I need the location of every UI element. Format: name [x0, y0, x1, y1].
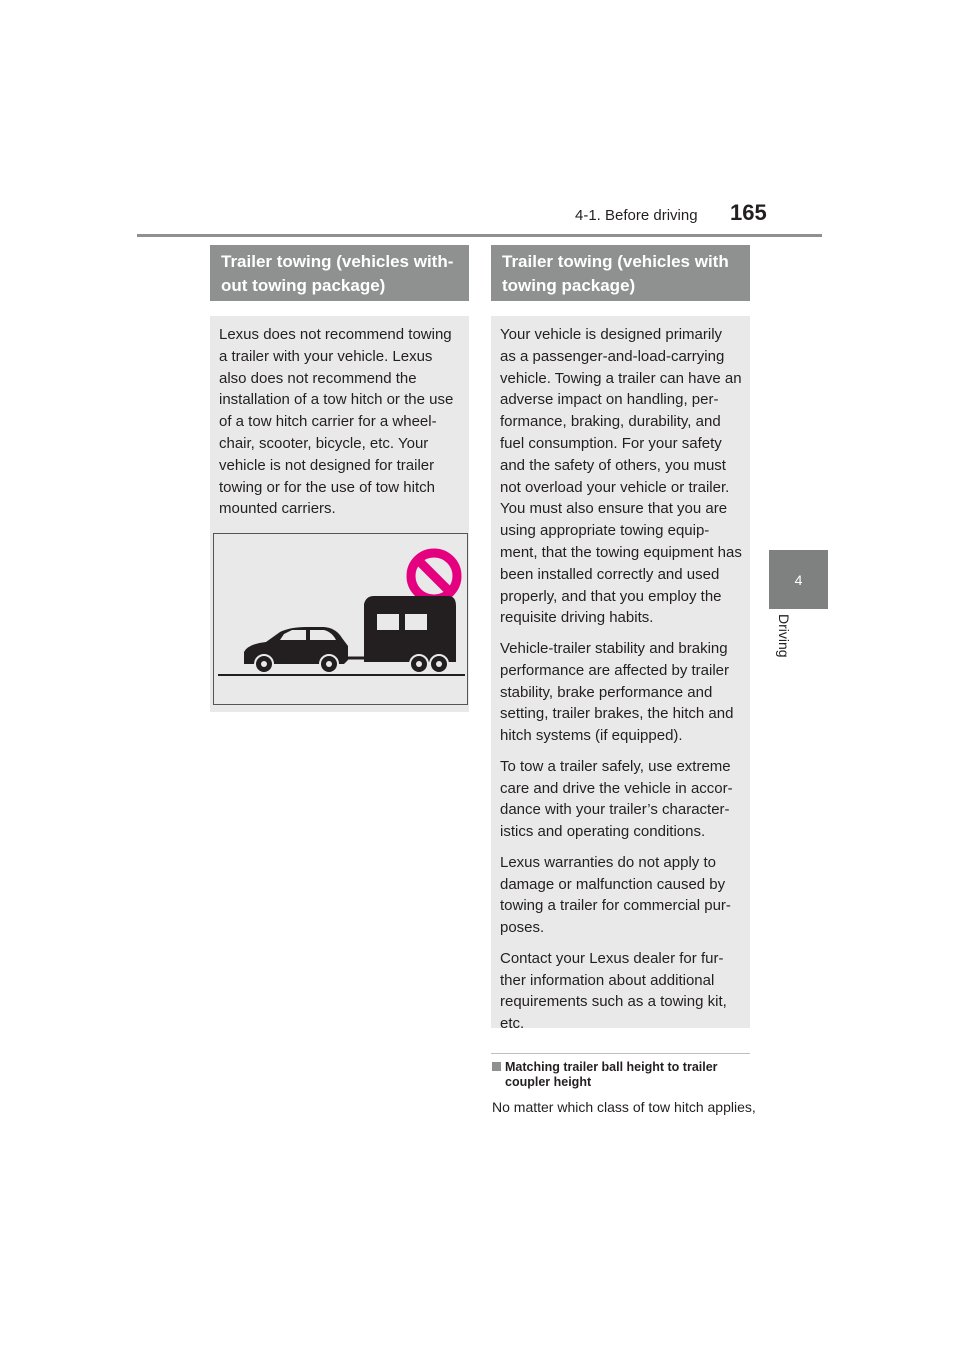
right-paragraph: To tow a trailer safely, use extreme care and drive the vehicle in accor-dance with your trailer’s character-istics and operating conditions.	[500, 757, 733, 841]
right-paragraph: Your vehicle is designed primarily as a passenger-and-load-carrying vehicle. Towing a trailer can have an adverse impact on handling, per-formance, braking, durability, and fuel consumption. For your safety and the safety of others, you must not overload your vehicle or trailer. You must also ensure that you are using appropriate towing equip-ment, that the towing equipment has been installed correctly and used properly, and that you employ the requisite driving habits.	[500, 326, 742, 627]
right-paragraph: Vehicle-trailer stability and braking performance are affected by trailer stability, brake performance and setting, trailer brakes, the hitch and hitch systems (if equipped).	[500, 639, 734, 745]
no-towing-icon	[214, 534, 469, 706]
right-title-line2: towing package)	[502, 276, 636, 295]
left-title-line2: out towing package)	[221, 276, 386, 295]
subsection-heading	[492, 1060, 750, 1090]
chapter-tab-number: 4	[794, 572, 803, 588]
right-section-title	[491, 245, 750, 301]
header-section-title: 4-1. Before driving	[575, 207, 698, 224]
right-paragraph: Contact your Lexus dealer for fur-ther information about additional requirements such as a towing kit, etc.	[500, 949, 727, 1033]
left-title-line1: Trailer towing (vehicles with-	[221, 252, 454, 271]
page-number: 165	[730, 200, 767, 225]
right-column	[491, 245, 750, 1033]
subsection-heading-line1: Matching trailer ball height to trailer	[505, 1060, 718, 1074]
subsection-divider	[491, 1053, 750, 1054]
right-section-body	[491, 316, 750, 1033]
right-title-line1: Trailer towing (vehicles with	[502, 252, 729, 271]
chapter-tab-label: Driving	[776, 614, 792, 658]
subsection-body: No matter which class of tow hitch applies,	[492, 1099, 756, 1115]
chapter-tab[interactable]	[769, 550, 828, 609]
left-section-title	[210, 245, 469, 301]
no-towing-illustration	[213, 533, 468, 705]
right-paragraph: Lexus warranties do not apply to damage or malfunction caused by towing a trailer for commercial pur-poses.	[500, 853, 731, 937]
chapter-tab-label-wrap	[776, 614, 794, 674]
subsection-heading-line2: coupler height	[505, 1075, 592, 1089]
square-bullet-icon	[492, 1062, 501, 1071]
left-body-text: Lexus does not recommend towing a trailer with your vehicle. Lexus also does not recommend the installation of a tow hitch or the use of a tow hitch carrier for a wheel-chair, scooter, bicycle, etc. Your vehicle is not designed for trailer towing or for the use of tow hitch mounted carriers.	[219, 326, 454, 518]
header-divider	[137, 234, 822, 237]
